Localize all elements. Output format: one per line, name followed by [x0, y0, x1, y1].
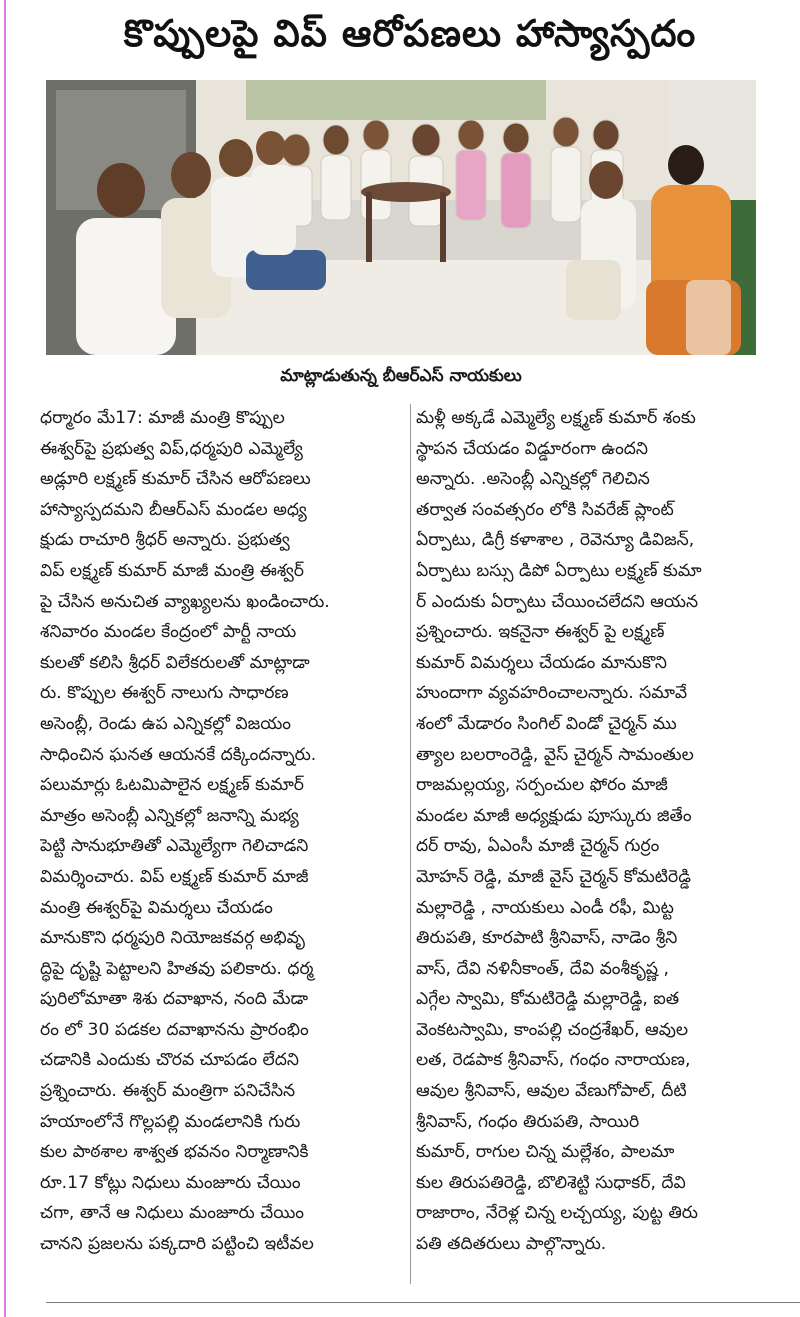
article-line: దర్ రావు, ఏఎంసీ మాజీ చైర్మన్ గుర్రం — [416, 836, 660, 857]
article-line: రం లో 30 పడకల దవాఖానను ప్రారంభిం — [40, 1019, 309, 1040]
article-line: ఎగ్గేల స్వామి, కోమటిరెడ్డి మల్లారెడ్డి, ఐత — [416, 989, 680, 1010]
headline: కొప్పులపై విప్ ఆరోపణలు హాస్యాస్పదం — [123, 12, 697, 55]
article-line: అసెంబ్లీ, రెండు ఉప ఎన్నికల్లో విజయం — [40, 713, 292, 734]
page-edge-rule — [4, 0, 6, 1317]
article-line: హయాంలోనే గొల్లపల్లి మండలానికి గురు — [40, 1111, 301, 1132]
article-line: క్షుడు రాచూరి శ్రీధర్ అన్నారు. ప్రభుత్వ — [40, 530, 290, 551]
article-line: ప్రశ్నించారు. ఇకనైనా ఈశ్వర్ పై లక్ష్మణ్ — [416, 622, 665, 643]
article-line: తిరుపతి, కూరపాటి శ్రీనివాస్, నాడెం శ్రీని — [416, 928, 678, 949]
article-line: త్యాల బలరాంరెడ్డి, వైస్ చైర్మన్ సామంతుల — [416, 744, 694, 765]
article-line: వాస్, దేవి నళినీకాంత్, దేవి వంశీకృష్ణ , — [416, 958, 669, 979]
article-line: రు. కొప్పుల ఈశ్వర్ నాలుగు సాధారణ — [40, 683, 289, 704]
article-line: శనివారం మండల కేంద్రంలో పార్టీ నాయ — [40, 622, 297, 643]
article-line: కుమార్ విమర్శలు చేయడం మానుకొని — [416, 652, 667, 673]
article-line: సాధించిన ఘనత ఆయనకే దక్కిందన్నారు. — [40, 744, 317, 765]
article-line: ఆవుల శ్రీనివాస్, ఆవుల వేణుగోపాల్, దీటి — [416, 1081, 687, 1102]
article-line: ర్ ఎందుకు ఏర్పాటు చేయించలేదని ఆయన — [416, 591, 699, 612]
article-line: మంత్రి ఈశ్వర్‌పై విమర్శలు చేయడం — [40, 897, 273, 918]
article-line: ఏర్పాటు, డిగ్రీ కళాశాల , రెవెన్యూ డివిజన్, — [416, 530, 695, 551]
article-line: విప్ లక్ష్మణ్ కుమార్ మాజీ మంత్రి ఈశ్వర్ — [40, 560, 304, 581]
article-line: చగా, తానే ఆ నిధులు మంజూరు చేయిం — [40, 1203, 305, 1224]
article-line: లత, రెడపాక శ్రీనివాస్, గంధం నారాయణ, — [416, 1050, 691, 1071]
article-line: పెట్టి సానుభూతితో ఎమ్మెల్యేగా గెలిచాడని — [40, 836, 309, 857]
article-line: తర్వాత సంవత్సరం లోకి సివరేజ్ ప్లాంట్ — [416, 499, 674, 520]
article-line: హాస్యాస్పదమని బీఆర్ఎస్ మండల అధ్య — [40, 499, 307, 520]
article-line: పతి తదితరులు పాల్గొన్నారు. — [416, 1234, 607, 1255]
article-line: ద్ధిపై దృష్టి పెట్టాలని హితవు పలికారు. ధర్మ — [40, 958, 314, 979]
article-line: పలుమార్లు ఓటమిపాలైన లక్ష్మణ్ కుమార్ — [40, 775, 304, 796]
article-line: రూ.17 కోట్లు నిధులు మంజూరు చేయిం — [40, 1172, 301, 1193]
article-line: ధర్మారం మే17: మాజీ మంత్రి కొప్పుల — [40, 408, 285, 428]
article-line: మాత్రం అసెంబ్లీ ఎన్నికల్లో జనాన్ని మభ్య — [40, 805, 299, 826]
article-line: ప్రశ్నించారు. ఈశ్వర్ మంత్రిగా పనిచేసిన — [40, 1081, 296, 1102]
meeting-photo-illustration — [46, 80, 756, 355]
article-line: రాజమల్లయ్య, సర్పంచుల ఫోరం మాజీ — [416, 775, 668, 796]
article-line: మల్లారెడ్డి , నాయకులు ఎండీ రఫీ, మిట్ట — [416, 897, 674, 918]
bottom-rule — [46, 1302, 800, 1303]
article-line: వెంకటస్వామి, కాంపల్లి చంద్రశేఖర్, ఆవుల — [416, 1019, 689, 1040]
article-line: మండల మాజీ అధ్యక్షుడు పూస్కురు జితేం — [416, 805, 692, 826]
article-line: అన్నారు. .అసెంబ్లీ ఎన్నికల్లో గెలిచిన — [416, 469, 650, 490]
article-line: ఈశ్వర్‌పై ప్రభుత్వ విప్,ధర్మపురి ఎమ్మెల్యే — [40, 438, 303, 459]
article-line: పై చేసిన అనుచిత వ్యాఖ్యలను ఖండించారు. — [40, 591, 330, 612]
article-line: శంలో మేడారం సింగిల్ విండో చైర్మన్ ము — [416, 713, 677, 734]
article-line: ఏర్పాటు బస్సు డిపో ఏర్పాటు లక్ష్మణ్ కుమా — [416, 560, 702, 581]
article-line: కుల పాఠశాల శాశ్వత భవనం నిర్మాణానికి — [40, 1142, 309, 1163]
article-line: మానుకొని ధర్మపురి నియోజకవర్గ అభివృ — [40, 928, 305, 949]
article-column-left — [40, 403, 408, 1260]
article-line: కులతో కలిసి శ్రీధర్ విలేకరులతో మాట్లాడా — [40, 652, 310, 673]
article-line: కుల తిరుపతిరెడ్డి, బొలిశెట్టి సుధాకర్, దేవి — [416, 1172, 686, 1193]
article-line: హుందాగా వ్యవహరించాలన్నారు. సమావే — [416, 683, 688, 704]
article-line: రాజారాం, నేరెళ్ల చిన్న లచ్చయ్య, పుట్ట తిరు — [416, 1203, 698, 1224]
article-line: చానని ప్రజలను పక్కదారి పట్టించి ఇటీవల — [40, 1234, 314, 1255]
photo-caption: మాట్లాడుతున్న బీఆర్ఎస్ నాయకులు — [280, 366, 522, 386]
article-line: మోహన్ రెడ్డి, మాజీ వైస్ చైర్మన్ కోమటిరెడ్డి — [416, 866, 691, 887]
news-photo — [46, 80, 756, 355]
article-line: కుమార్, రాగుల చిన్న మల్లేశం, పాలమా — [416, 1142, 675, 1163]
column-divider — [410, 404, 411, 1284]
article-column-right — [416, 403, 784, 1260]
article-line: మళ్లీ అక్కడే ఎమ్మెల్యే లక్ష్మణ్ కుమార్ శంకు — [416, 408, 696, 428]
article-line: పురిలోమాతా శిశు దవాఖాన, నంది మేడా — [40, 989, 309, 1010]
article-line: స్థాపన చేయడం విడ్డూరంగా ఉందని — [416, 438, 648, 459]
article-line: అడ్లూరి లక్ష్మణ్ కుమార్ చేసిన ఆరోపణలు — [40, 469, 311, 490]
article-line: చడానికి ఎందుకు చొరవ చూపడం లేదని — [40, 1050, 299, 1071]
article-line: విమర్శించారు. విప్ లక్ష్మణ్ కుమార్ మాజీ — [40, 866, 309, 887]
article-line: శ్రీనివాస్, గంధం తిరుపతి, సాయిరి — [416, 1111, 640, 1132]
